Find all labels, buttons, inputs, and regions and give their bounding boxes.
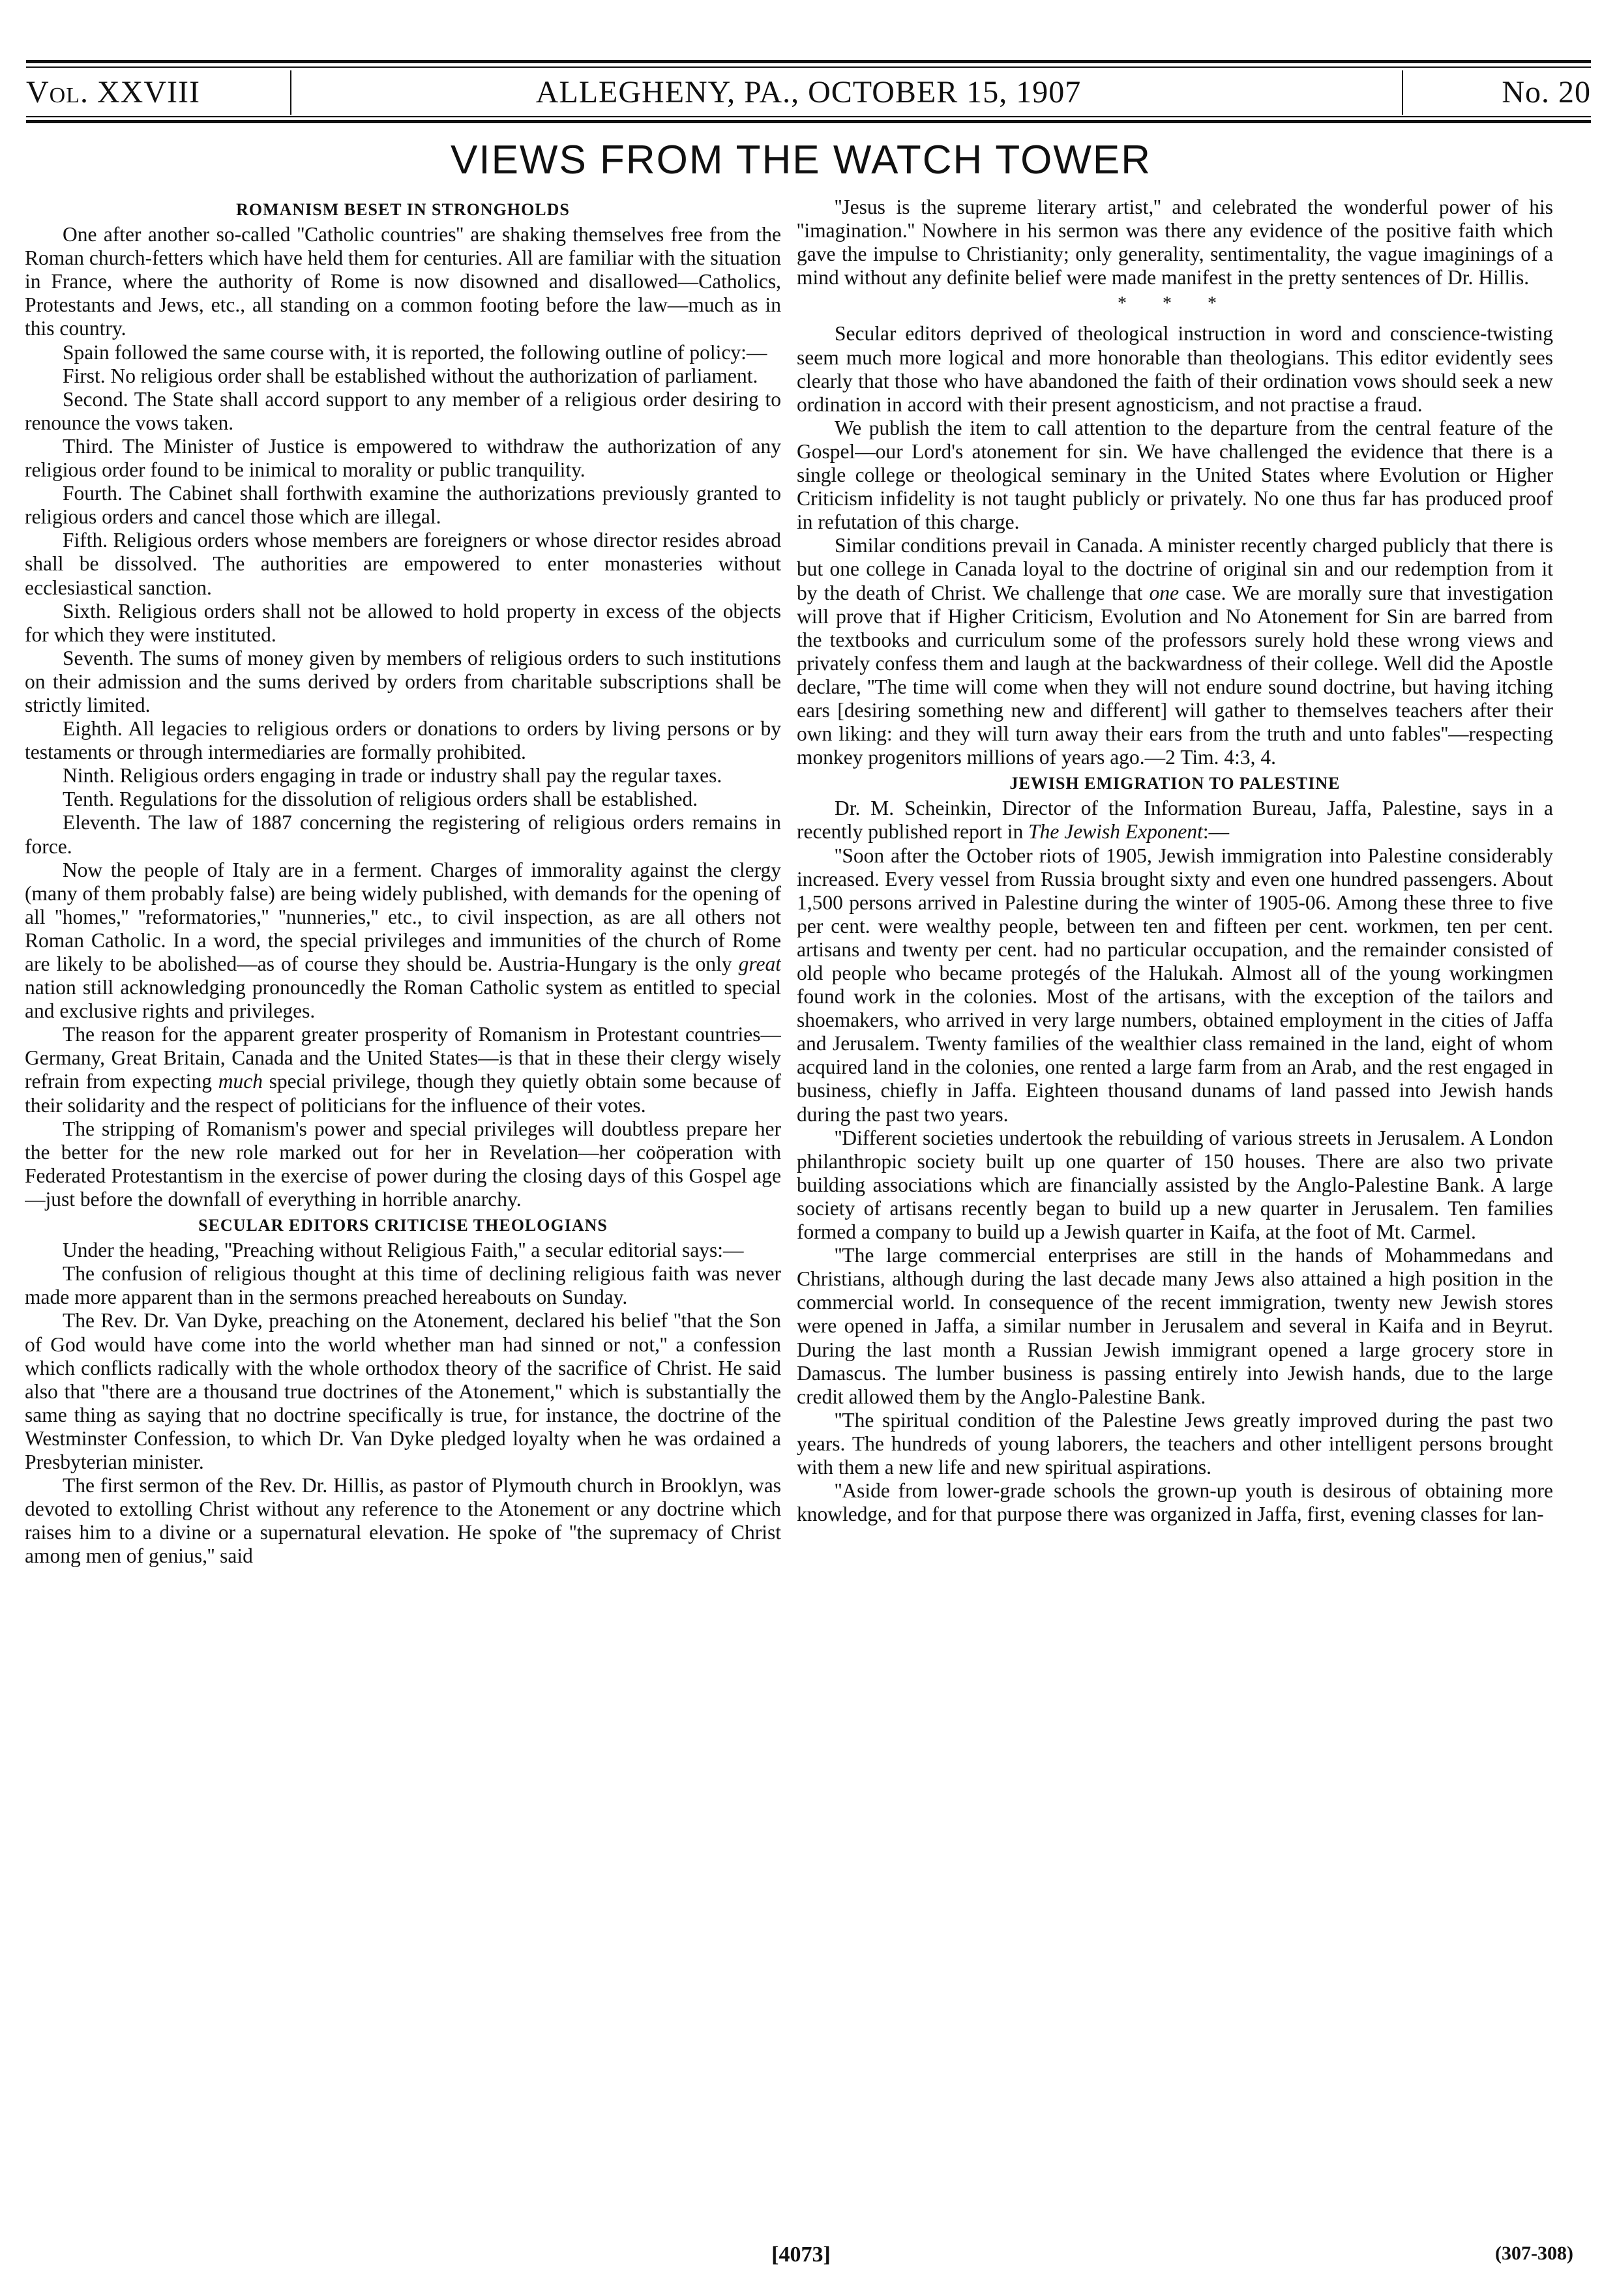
paragraph: Tenth. Regulations for the dissolution of religious orders shall be established. [63,787,698,811]
paragraph [25,859,781,1023]
paragraph: Eleventh. The law of 1887 concerning the registering of religious orders remains in force. [25,811,781,858]
page-title: VIEWS FROM THE WATCH TOWER [451,138,1151,183]
paragraph: Eighth. All legacies to religious orders or donations to orders by living persons or by testaments or through intermediaries are formally prohibited. [25,717,781,764]
paragraph: Seventh. The sums of money given by members of religious orders to such institutions on their admission and the sums derived by orders from charitable subscriptions shall be strictly limited. [25,646,781,716]
text-run: Now the people of Italy are in a ferment. Charges of immorality against the clergy (many of them probably false) are being widely published, with demands for the opening of all ''homes,'' ''reformatories,'' ''nunneries,'' etc., to civil inspection, as are all others not Roman Catholic. In a word, the special privileges and immunities of the church of Rome are likely to be abolished—as of course they should be. Austria-Hungary is the only [25,858,781,975]
left-column [25,196,781,2210]
text-run: nation still acknowledging pronouncedly the Roman Catholic system as entitled to special and exclusive rights and privileges. [25,976,781,1023]
section-separator: * * * [1118,293,1232,314]
paragraph: The confusion of religious thought at this time of declining religious faith was never made more apparent than in the sermons preached hereabouts on Sunday. [25,1262,781,1309]
right-column [797,196,1553,2210]
text-run: case. We are morally sure that investigation will prove that if Higher Criticism, Evolution and No Atonement for Sin are barred from the textbooks and curriculum some of the professors surely hold these wrong views and privately confess them and laugh at the backwardness of their college. Well did the Apostle declare, ''The time will come when they will not endure sound doctrine, but having itching ears [desiring something new and different] will gather to themselves teachers after their own liking: and they will turn away their ears from the truth and unto fables''—respecting monkey progenitors millions of years ago.—2 Tim. 4:3, 4. [797,581,1553,769]
emphasis: The Jewish Exponent [1028,820,1203,844]
section-heading: SECULAR EDITORS CRITICISE THEOLOGIANS [198,1216,608,1235]
paragraph: The first sermon of the Rev. Dr. Hillis, as pastor of Plymouth church in Brooklyn, was devoted to extolling Christ without any reference to the Atonement or any doctrine which raises him to a divine or a supernatural elevation. He spoke of ''the supremacy of Christ among men of genius,'' said [25,1474,781,1568]
paragraph [797,534,1553,769]
paragraph: Fourth. The Cabinet shall forthwith examine the authorizations previously granted to religious orders and cancel those which are illegal. [25,482,781,529]
text-run: Dr. M. Scheinkin, Director of the Information Bureau, Jaffa, Palestine, says in a recently published report in [797,797,1553,844]
text-run: special privilege, though they quietly obtain some because of their solidarity and the respect of politicians for the influence of their votes. [25,1070,781,1117]
paragraph: Second. The State shall accord support to any member of a religious order desiring to renounce the vows taken. [25,387,781,434]
paragraph: Secular editors deprived of theological instruction in word and conscience-twisting seem much more logical and more honorable than theologians. This editor evidently sees clearly that those who have abandoned the faith of their ordination vows should seek a new ordination in accord with their present agnosticism, and not practise a fraud. [797,322,1553,416]
paragraph: ''Aside from lower-grade schools the grown-up youth is desirous of obtaining more knowledge, and for that purpose there was organized in Jaffa, first, evening classes for lan- [797,1479,1553,1526]
paragraph: The Rev. Dr. Van Dyke, preaching on the Atonement, declared his belief ''that the Son of God would have come into the world whether man had sinned or not,'' a confession which conflicts radically with the whole orthodox theory of the sacrifice of Christ. He said also that ''there are a thousand true doctrines of the Atonement,'' which is substantially the same thing as saying that no doctrine specifically is true, for instance, the doctrine of the Westminster Confession, to which Dr. Van Dyke pledged loyalty when he was ordained a Presbyterian minister. [25,1309,781,1473]
masthead-bottom-rule-thick [26,120,1591,123]
paragraph: ''Different societies undertook the rebuilding of various streets in Jerusalem. A London philanthropic society built up one quarter of 150 houses. There are also two private building associations which are financially assisted by the Anglo-Palestine Bank. A large society of artisans recently began to build up a new quarter in Jerusalem. Ten families formed a company to build up a Jewish quarter in Kaifa, at the foot of Mt. Carmel. [797,1126,1553,1244]
issue-number-label: No. 20 [1502,75,1591,110]
volume-label: Vol. XXVIII [26,75,200,110]
paragraph: Fifth. Religious orders whose members are foreigners or whose director resides abroad shall be dissolved. The authorities are empowered to enter monasteries without ecclesiastical sanction. [25,529,781,599]
paragraph: Sixth. Religious orders shall not be allowed to hold property in excess of the objects for which they were instituted. [25,599,781,646]
paragraph: Third. The Minister of Justice is empowered to withdraw the authorization of any religious order found to be inimical to morality or public tranquility. [25,434,781,482]
section-heading: ROMANISM BESET IN STRONGHOLDS [236,200,570,219]
masthead [26,70,1591,115]
place-date-label: ALLEGHENY, PA., OCTOBER 15, 1907 [535,75,1082,110]
paragraph [797,797,1553,844]
paragraph: Under the heading, ''Preaching without Religious Faith,'' a secular editorial says:— [63,1239,744,1262]
text-run: :— [1202,820,1230,844]
paragraph: One after another so-called ''Catholic countries'' are shaking themselves free from the Roman church-fetters which have held them for centuries. All are familiar with the situation in France, where the authority of Rome is now disowned and disallowed—Catholics, Protestants and Jews, etc., all standing on a common footing before the law—much as in this country. [25,223,781,340]
emphasis: one [1149,581,1179,604]
paragraph: ''Soon after the October riots of 1905, Jewish immigration into Palestine considerably increased. Every vessel from Russia brought sixty and even one hundred passengers. About 1,500 persons arrived in Palestine during the winter of 1905-06. Among these three to five per cent. were wealthy people, between ten and fifteen per cent. workmen, ten per cent. artisans and twenty per cent. had no particular occupation, and the remainder consisted of old people who became protegés of the Halukah. Almost all of the young workingmen found work in the colonies. Most of the artisans, with the exception of the tailors and shoemakers, who arrived in very large numbers, obtained employment in the cities of Jaffa and Jerusalem. Twenty families of the wealthier class remained in the land, eight of whom acquired land in the colonies, one rented a large farm from an Arab, and the rest engaged in business, chiefly in Jaffa. Eighteen thousand dunams of land passed into Jewish hands during the past two years. [797,844,1553,1126]
paragraph: ''The spiritual condition of the Palestine Jews greatly improved during the past two years. The hundreds of young laborers, the teachers and other intelligent persons brought with them a new life and new spiritual aspirations. [797,1408,1553,1479]
paragraph: Spain followed the same course with, it is reported, the following outline of policy:— [63,340,767,364]
paragraph: ''Jesus is the supreme literary artist,'' and celebrated the wonderful power of his ''imagination.'' Nowhere in his sermon was there any evidence of the positive faith which gave the impulse to Christianity; only generality, sentimentality, the vague imaginings of a mind without any definite belief were made manifest in the pretty sentences of Dr. Hillis. [797,196,1553,289]
page-numbers: (307-308) [1495,2243,1573,2264]
text-run: The reason for the apparent greater prosperity of Romanism in Protestant countries—Germany, Great Britain, Canada and the United States—is that in these their clergy wisely refrain from expecting [25,1023,781,1093]
paragraph: The stripping of Romanism's power and special privileges will doubtless prepare her the better for the new role marked out for her in Revelation—her coöperation with Federated Protestantism in the exercise of power during the closing days of this Gospel age—just before the downfall of everything in horrible anarchy. [25,1117,781,1211]
emphasis: much [218,1070,263,1093]
paragraph: We publish the item to call attention to the departure from the central feature of the Gospel—our Lord's atonement for sin. We have challenged the evidence that there is a single college or theological seminary in the United States where Evolution or Higher Criticism infidelity is not taught publicly or privately. No one thus far has produced proof in refutation of this charge. [797,416,1553,534]
text-run: Similar conditions prevail in Canada. A minister recently charged publicly that there is but one college in Canada loyal to the doctrine of original sin and our redemption from it by the death of Christ. We challenge that [797,534,1553,604]
page-folio: [4073] [771,2243,831,2267]
section-heading: JEWISH EMIGRATION TO PALESTINE [1009,774,1341,793]
paragraph [25,1023,781,1117]
emphasis: great [738,952,781,975]
paragraph: Ninth. Religious orders engaging in trade or industry shall pay the regular taxes. [63,764,722,787]
paragraph: First. No religious order shall be established without the authorization of parliament. [63,364,758,387]
masthead-bottom-rule [26,116,1591,117]
paragraph: ''The large commercial enterprises are still in the hands of Mohammedans and Christians, although during the last decade many Jews also attained a high position in the commercial world. In consequence of the recent immigration, twenty new Jewish stores were opened in Jaffa, a similar number in Jerusalem and several in Kaifa and in Beyrut. During the last month a Russian Jewish immigrant opened a large grocery store in Damascus. The lumber business is passing entirely into Jewish hands, due to the large credit allowed them by the Anglo-Palestine Bank. [797,1244,1553,1408]
masthead-top-rule-thin [26,66,1591,68]
masthead-top-rule [26,60,1591,63]
